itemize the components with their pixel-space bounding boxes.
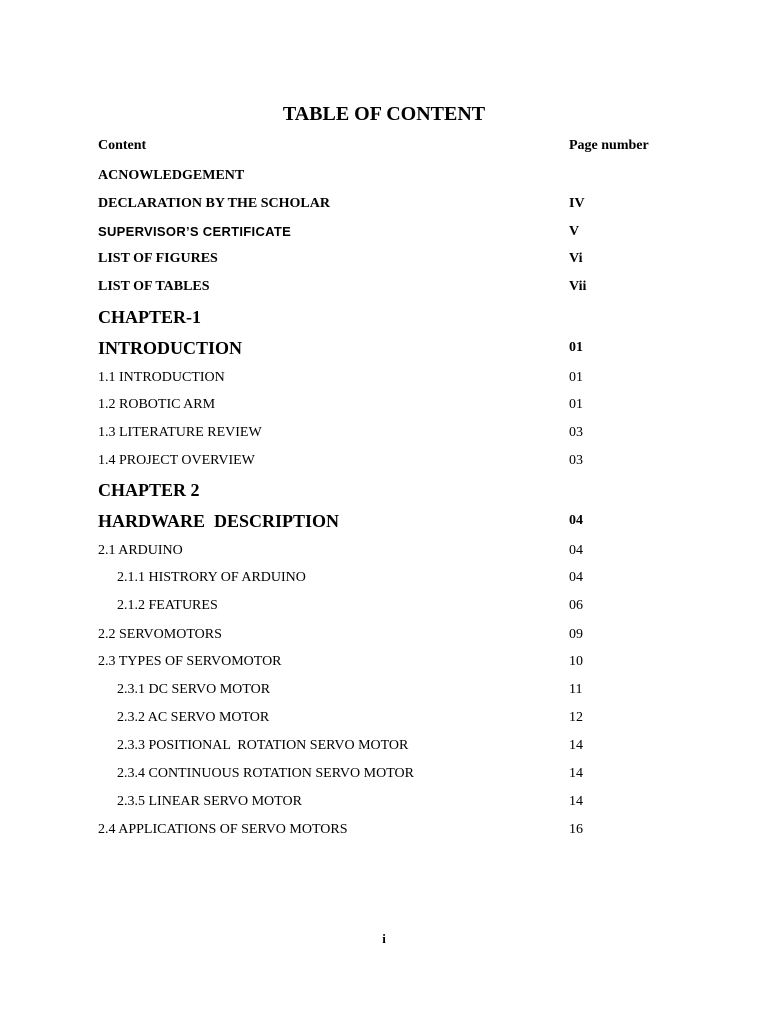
toc-entry-page: 04 xyxy=(569,513,583,528)
toc-entry-page: 14 xyxy=(569,794,583,809)
toc-entry-label: 2.2 SERVOMOTORS xyxy=(98,627,222,642)
footer-page-number: i xyxy=(382,931,386,946)
toc-entry-declaration xyxy=(98,194,698,214)
toc-chapter-1-heading xyxy=(98,306,698,326)
toc-entry-1-1 xyxy=(98,368,698,388)
toc-entry-2-1-1 xyxy=(98,568,698,588)
toc-entry-page: 16 xyxy=(569,822,583,837)
toc-entry-acknowledgement xyxy=(98,166,698,186)
toc-chapter-2-heading xyxy=(98,479,698,499)
toc-entry-label: 2.3.2 AC SERVO MOTOR xyxy=(117,710,270,725)
toc-chapter-1-title xyxy=(98,337,698,357)
toc-entry-label: 1.3 LITERATURE REVIEW xyxy=(98,425,262,440)
toc-entry-label: INTRODUCTION xyxy=(98,338,243,358)
toc-entry-label: SUPERVISOR’S CERTIFICATE xyxy=(98,224,292,239)
toc-entry-page: Vii xyxy=(569,279,587,294)
toc-entry-label: LIST OF FIGURES xyxy=(98,251,218,266)
toc-entry-page: 04 xyxy=(569,543,583,558)
toc-entry-label: ACNOWLEDGEMENT xyxy=(98,168,245,183)
toc-entry-1-3 xyxy=(98,423,698,443)
toc-entry-1-4 xyxy=(98,451,698,471)
toc-entry-2-4 xyxy=(98,820,698,840)
toc-entry-page: Vi xyxy=(569,251,583,266)
toc-entry-label: 2.3.4 CONTINUOUS ROTATION SERVO MOTOR xyxy=(117,766,414,781)
toc-entry-list-of-figures xyxy=(98,249,698,269)
toc-entry-page: 14 xyxy=(569,766,583,781)
toc-entry-page: 01 xyxy=(569,340,583,355)
toc-entry-supervisor-certificate xyxy=(98,222,698,242)
content-column-header: Content xyxy=(98,138,147,153)
toc-entry-2-3 xyxy=(98,652,698,672)
toc-entry-page: 01 xyxy=(569,397,583,412)
toc-entry-label: CHAPTER-1 xyxy=(98,307,201,327)
toc-entry-label: 1.2 ROBOTIC ARM xyxy=(98,397,216,412)
toc-entry-page: 01 xyxy=(569,370,583,385)
toc-entry-label: 2.3.1 DC SERVO MOTOR xyxy=(117,682,271,697)
toc-entry-label: CHAPTER 2 xyxy=(98,480,200,500)
toc-entry-label: 1.1 INTRODUCTION xyxy=(98,370,225,385)
toc-entry-page: 06 xyxy=(569,598,583,613)
toc-entry-label: 2.1.1 HISTRORY OF ARDUINO xyxy=(117,570,306,585)
toc-entry-1-2 xyxy=(98,395,698,415)
page-number-column-header: Page number xyxy=(569,138,649,153)
toc-entry-label: 1.4 PROJECT OVERVIEW xyxy=(98,453,255,468)
toc-entry-2-3-1 xyxy=(98,680,698,700)
toc-entry-page: 09 xyxy=(569,627,583,642)
toc-entry-2-3-3 xyxy=(98,736,698,756)
toc-header-row xyxy=(98,136,698,156)
toc-entry-2-3-4 xyxy=(98,764,698,784)
toc-entry-page: 10 xyxy=(569,654,583,669)
toc-entry-label: 2.1.2 FEATURES xyxy=(117,598,218,613)
toc-entry-page: V xyxy=(569,224,580,239)
toc-entry-2-1-2 xyxy=(98,596,698,616)
toc-entry-page: 03 xyxy=(569,425,583,440)
toc-entry-label: 2.3 TYPES OF SERVOMOTOR xyxy=(98,654,282,669)
toc-entry-2-2 xyxy=(98,625,698,645)
toc-entry-label: 2.3.3 POSITIONAL ROTATION SERVO MOTOR xyxy=(117,738,409,753)
toc-entry-2-3-2 xyxy=(98,708,698,728)
toc-entry-label: 2.1 ARDUINO xyxy=(98,543,183,558)
toc-entry-label: HARDWARE DESCRIPTION xyxy=(98,511,340,531)
toc-entry-page: 03 xyxy=(569,453,583,468)
toc-entry-label: 2.3.5 LINEAR SERVO MOTOR xyxy=(117,794,302,809)
toc-entry-2-3-5 xyxy=(98,792,698,812)
toc-entry-page: 14 xyxy=(569,738,583,753)
toc-entry-page: 12 xyxy=(569,710,583,725)
toc-chapter-2-title xyxy=(98,510,698,530)
page-title: TABLE OF CONTENT xyxy=(282,103,486,125)
toc-entry-label: 2.4 APPLICATIONS OF SERVO MOTORS xyxy=(98,822,348,837)
toc-entry-page: IV xyxy=(569,196,585,211)
toc-entry-page: 11 xyxy=(569,682,583,697)
toc-entry-2-1 xyxy=(98,541,698,561)
toc-entry-label: DECLARATION BY THE SCHOLAR xyxy=(98,196,330,211)
toc-entry-label: LIST OF TABLES xyxy=(98,279,210,294)
toc-entry-page: 04 xyxy=(569,570,583,585)
toc-entry-list-of-tables xyxy=(98,277,698,297)
